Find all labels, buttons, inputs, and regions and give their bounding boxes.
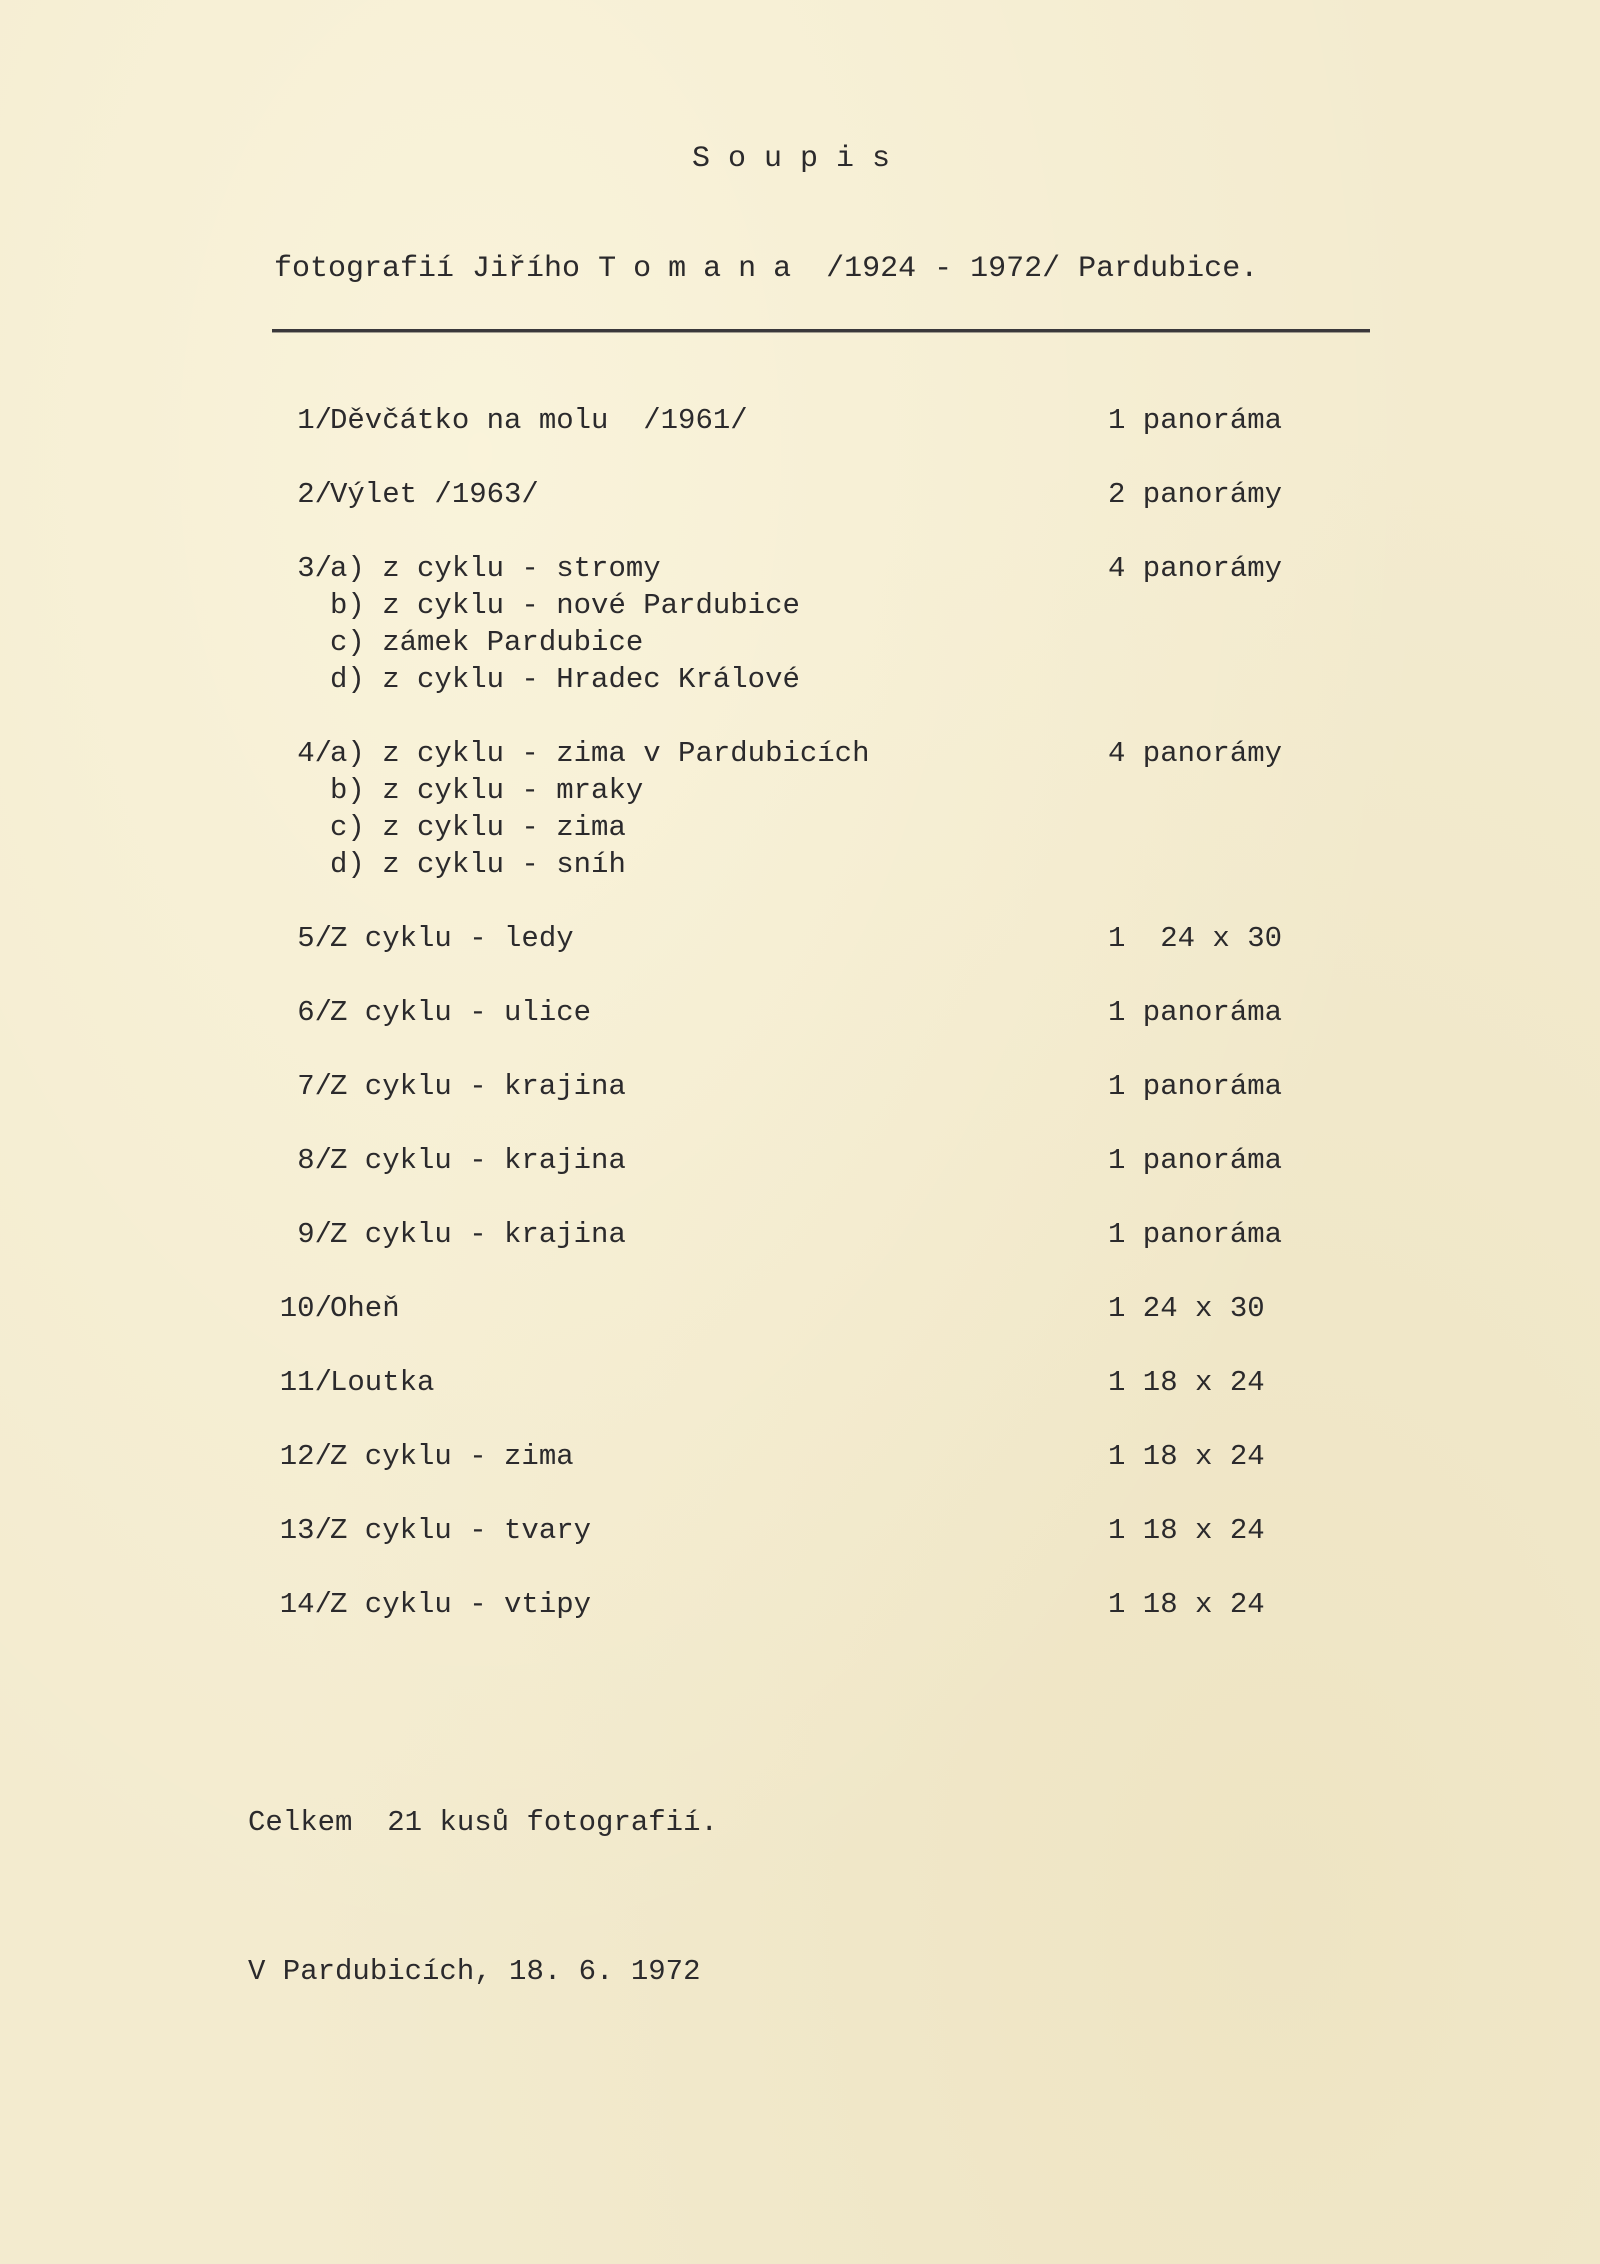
total-count: Celkem 21 kusů fotografií. — [248, 1806, 718, 1839]
item-text: a) z cyklu - stromy — [330, 552, 661, 585]
item-quantity: 1 18 x 24 — [1108, 1366, 1265, 1399]
item-text: d) z cyklu - Hradec Králové — [330, 663, 800, 696]
item-number: 2/ — [297, 478, 332, 511]
item-text: b) z cyklu - nové Pardubice — [330, 589, 800, 622]
item-quantity: 1 panoráma — [1108, 404, 1283, 437]
item-number: 11/ — [279, 1366, 332, 1399]
item-list — [248, 402, 1398, 1660]
item-number: 3/ — [297, 552, 332, 585]
list-item — [248, 1586, 1398, 1623]
title-underline-shadow — [272, 332, 1370, 333]
item-text: Z cyklu - ulice — [330, 996, 592, 1029]
item-text: c) zámek Pardubice — [330, 626, 644, 659]
item-quantity: 1 panoráma — [1108, 1144, 1283, 1177]
list-item — [248, 1216, 1398, 1253]
item-text: Děvčátko na molu /1961/ — [330, 404, 748, 437]
item-text: Loutka — [330, 1366, 435, 1399]
item-text: Z cyklu - zima — [330, 1440, 574, 1473]
item-number: 4/ — [297, 737, 332, 770]
item-text: a) z cyklu - zima v Pardubicích — [330, 737, 870, 770]
item-text: b) z cyklu - mraky — [330, 774, 644, 807]
item-text: c) z cyklu - zima — [330, 811, 626, 844]
item-number: 14/ — [279, 1588, 332, 1621]
item-number: 5/ — [297, 922, 332, 955]
item-number: 9/ — [297, 1218, 332, 1251]
item-number: 12/ — [279, 1440, 332, 1473]
item-quantity: 1 panoráma — [1108, 1070, 1283, 1103]
item-quantity: 4 panorámy — [1108, 737, 1283, 770]
item-number: 10/ — [279, 1292, 332, 1325]
item-text: Z cyklu - krajina — [330, 1070, 626, 1103]
document-title: Soupis — [691, 142, 909, 176]
item-text: Z cyklu - krajina — [330, 1218, 626, 1251]
item-quantity: 1 panoráma — [1108, 996, 1283, 1029]
item-text: Z cyklu - krajina — [330, 1144, 626, 1177]
list-item — [248, 920, 1398, 957]
list-item — [248, 1364, 1398, 1401]
item-quantity: 1 18 x 24 — [1108, 1514, 1265, 1547]
subtitle-suffix: /1924 - 1972/ Pardubice. — [826, 252, 1259, 286]
item-quantity: 1 24 x 30 — [1108, 922, 1283, 955]
item-text: Z cyklu - ledy — [330, 922, 574, 955]
document-subtitle — [274, 252, 1258, 286]
item-number: 8/ — [297, 1144, 332, 1177]
list-item — [248, 735, 1398, 883]
list-item — [248, 550, 1398, 698]
item-text: Z cyklu - vtipy — [330, 1588, 592, 1621]
list-item — [248, 1142, 1398, 1179]
subtitle-name: Tomana — [598, 252, 809, 286]
item-text: d) z cyklu - sníh — [330, 848, 626, 881]
list-item — [248, 1512, 1398, 1549]
item-quantity: 1 18 x 24 — [1108, 1440, 1265, 1473]
item-quantity: 1 24 x 30 — [1108, 1292, 1265, 1325]
subtitle-prefix: fotografií Jiřího — [274, 252, 581, 286]
item-number: 1/ — [297, 404, 332, 437]
list-item — [248, 402, 1398, 439]
item-quantity: 2 panorámy — [1108, 478, 1283, 511]
item-quantity: 1 18 x 24 — [1108, 1588, 1265, 1621]
item-text: Výlet /1963/ — [330, 478, 539, 511]
list-item — [248, 476, 1398, 513]
item-quantity: 4 panorámy — [1108, 552, 1283, 585]
item-quantity: 1 panoráma — [1108, 1218, 1283, 1251]
list-item — [248, 1290, 1398, 1327]
list-item — [248, 994, 1398, 1031]
list-item — [248, 1068, 1398, 1105]
item-number: 13/ — [279, 1514, 332, 1547]
item-text: Oheň — [330, 1292, 400, 1325]
item-number: 7/ — [297, 1070, 332, 1103]
item-number: 6/ — [297, 996, 332, 1029]
list-item — [248, 1438, 1398, 1475]
item-text: Z cyklu - tvary — [330, 1514, 592, 1547]
place-and-date: V Pardubicích, 18. 6. 1972 — [248, 1955, 701, 1988]
